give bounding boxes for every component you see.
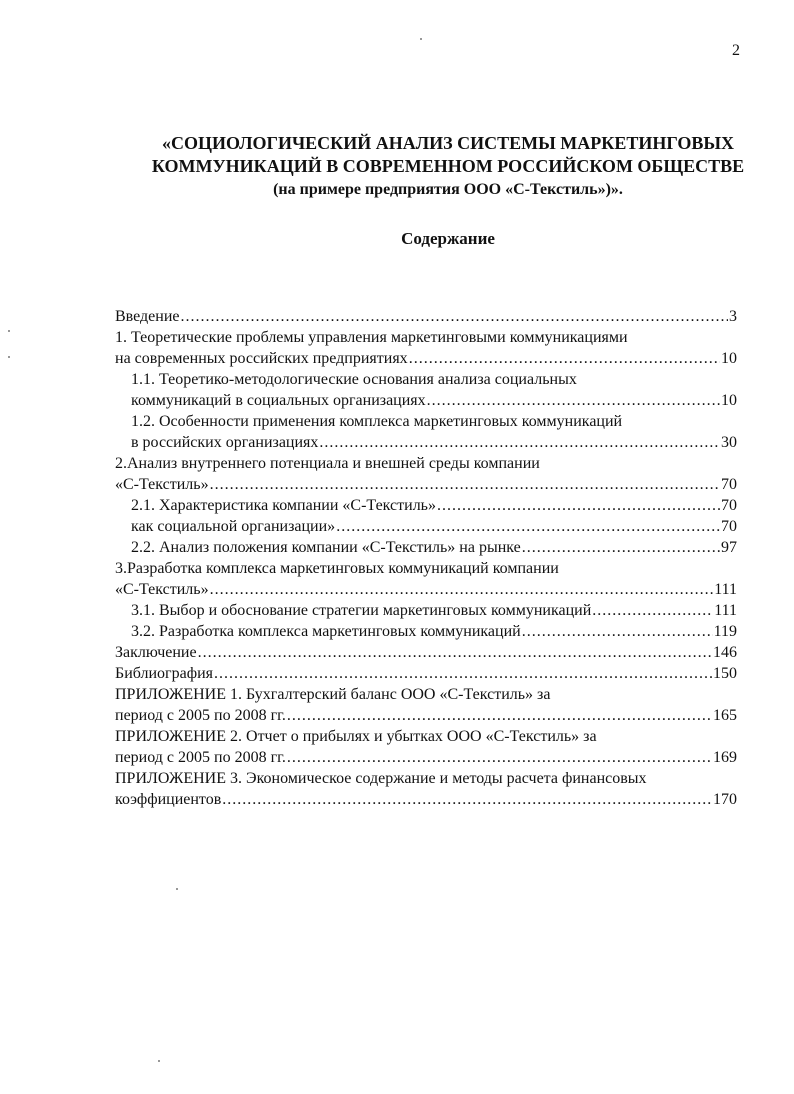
toc-line xyxy=(115,621,737,642)
toc-line xyxy=(115,306,737,327)
toc-entry-text: 3.1. Выбор и обоснование стратегии маркетинговых коммуникаций xyxy=(131,602,592,619)
toc-entry-text: Библиография xyxy=(115,665,213,682)
toc-page-number: 150 xyxy=(713,665,737,682)
title-line-3: (на примере предприятия ООО «С-Текстиль»)». xyxy=(273,181,623,198)
toc-entry-text: 2.2. Анализ положения компании «С-Текстиль» на рынке xyxy=(131,539,521,556)
toc-entry-text: Заключение xyxy=(115,644,197,661)
toc-line xyxy=(115,516,737,537)
toc-entry-text: 1. Теоретические проблемы управления маркетинговыми коммуникациями xyxy=(115,329,628,346)
document-title xyxy=(100,132,794,201)
toc-dot-leader xyxy=(210,579,714,600)
toc-dot-leader xyxy=(181,306,729,327)
toc-entry-text: ПРИЛОЖЕНИЕ 3. Экономическое содержание и методы расчета финансовых xyxy=(115,770,647,787)
toc-dot-leader xyxy=(198,642,712,663)
toc-entry-text: период с 2005 по 2008 гг. xyxy=(115,749,286,766)
scan-speck xyxy=(420,38,422,40)
toc-page-number: 10 xyxy=(721,350,737,367)
toc-dot-leader xyxy=(409,348,720,369)
toc-entry-text: коэффициентов xyxy=(115,791,222,808)
toc-page-number: 165 xyxy=(713,707,737,724)
toc-page-number: 30 xyxy=(721,434,737,451)
toc-page-number: 111 xyxy=(714,581,737,598)
toc-line xyxy=(115,537,737,558)
scan-speck xyxy=(8,330,10,332)
toc-dot-leader xyxy=(210,474,720,495)
toc-line xyxy=(115,600,737,621)
toc-entry-text: «С-Текстиль» xyxy=(115,476,209,493)
toc-line xyxy=(115,768,737,789)
toc-page-number: 146 xyxy=(713,644,737,661)
toc-entry-text: 3.2. Разработка комплекса маркетинговых коммуникаций xyxy=(131,623,521,640)
toc-entry-text: 1.1. Теоретико-методологические основания анализа социальных xyxy=(131,371,577,388)
toc-dot-leader xyxy=(522,537,720,558)
toc-dot-leader xyxy=(222,789,712,810)
toc-page-number: 10 xyxy=(721,392,737,409)
toc-dot-leader xyxy=(592,600,713,621)
scan-speck xyxy=(158,1060,160,1062)
toc-dot-leader xyxy=(319,432,720,453)
toc-entry-text: 2.Анализ внутреннего потенциала и внешней среды компании xyxy=(115,455,540,472)
toc-line xyxy=(115,327,737,348)
toc-page-number: 170 xyxy=(713,791,737,808)
toc-dot-leader xyxy=(336,516,720,537)
toc-dot-leader xyxy=(214,663,712,684)
toc-line xyxy=(115,390,737,411)
toc-line xyxy=(115,684,737,705)
toc-line xyxy=(115,558,737,579)
toc-page-number: 70 xyxy=(721,497,737,514)
toc-entry-text: Введение xyxy=(115,308,180,325)
toc-page-number: 119 xyxy=(713,623,737,640)
toc-page-number: 111 xyxy=(714,602,737,619)
toc-line xyxy=(115,348,737,369)
toc-entry-text: ПРИЛОЖЕНИЕ 1. Бухгалтерский баланс ООО «С-Текстиль» за xyxy=(115,686,551,703)
toc-line xyxy=(115,705,737,726)
page-number: 2 xyxy=(732,42,740,59)
toc-entry-text: «С-Текстиль» xyxy=(115,581,209,598)
toc-line xyxy=(115,369,737,390)
title-line-1: «СОЦИОЛОГИЧЕСКИЙ АНАЛИЗ СИСТЕМЫ МАРКЕТИНГОВЫХ xyxy=(161,133,735,153)
toc-entry-text: коммуникаций в социальных организациях xyxy=(131,392,426,409)
toc-line xyxy=(115,747,737,768)
toc-dot-leader xyxy=(287,747,712,768)
toc-line xyxy=(115,432,737,453)
toc-entry-text: в российских организациях xyxy=(131,434,319,451)
toc-dot-leader xyxy=(437,495,720,516)
toc-line xyxy=(115,726,737,747)
scan-speck xyxy=(176,888,178,890)
toc-line xyxy=(115,789,737,810)
toc-line xyxy=(115,453,737,474)
toc-line xyxy=(115,642,737,663)
table-of-contents xyxy=(115,306,737,810)
toc-dot-leader xyxy=(287,705,712,726)
toc-dot-leader xyxy=(522,621,713,642)
toc-dot-leader xyxy=(427,390,720,411)
toc-page-number: 169 xyxy=(713,749,737,766)
toc-line xyxy=(115,495,737,516)
toc-page-number: 70 xyxy=(721,518,737,535)
toc-entry-text: ПРИЛОЖЕНИЕ 2. Отчет о прибылях и убытках ООО «С-Текстиль» за xyxy=(115,728,597,745)
toc-page-number: 70 xyxy=(721,476,737,493)
scan-speck xyxy=(8,356,10,358)
toc-page-number: 97 xyxy=(721,539,737,556)
toc-entry-text: 2.1. Характеристика компании «С-Текстиль» xyxy=(131,497,436,514)
toc-line xyxy=(115,663,737,684)
toc-entry-text: 3.Разработка комплекса маркетинговых коммуникаций компании xyxy=(115,560,559,577)
toc-line xyxy=(115,474,737,495)
toc-line xyxy=(115,579,737,600)
toc-entry-text: 1.2. Особенности применения комплекса маркетинговых коммуникаций xyxy=(131,413,623,430)
contents-heading: Содержание xyxy=(401,229,495,248)
toc-line xyxy=(115,411,737,432)
toc-page-number: 3 xyxy=(729,308,737,325)
toc-entry-text: как социальной организации» xyxy=(131,518,336,535)
toc-entry-text: период с 2005 по 2008 гг. xyxy=(115,707,286,724)
toc-entry-text: на современных российских предприятиях xyxy=(115,350,408,367)
title-line-2: КОММУНИКАЦИЙ В СОВРЕМЕННОМ РОССИЙСКОМ ОБЩЕСТВЕ xyxy=(151,156,745,176)
